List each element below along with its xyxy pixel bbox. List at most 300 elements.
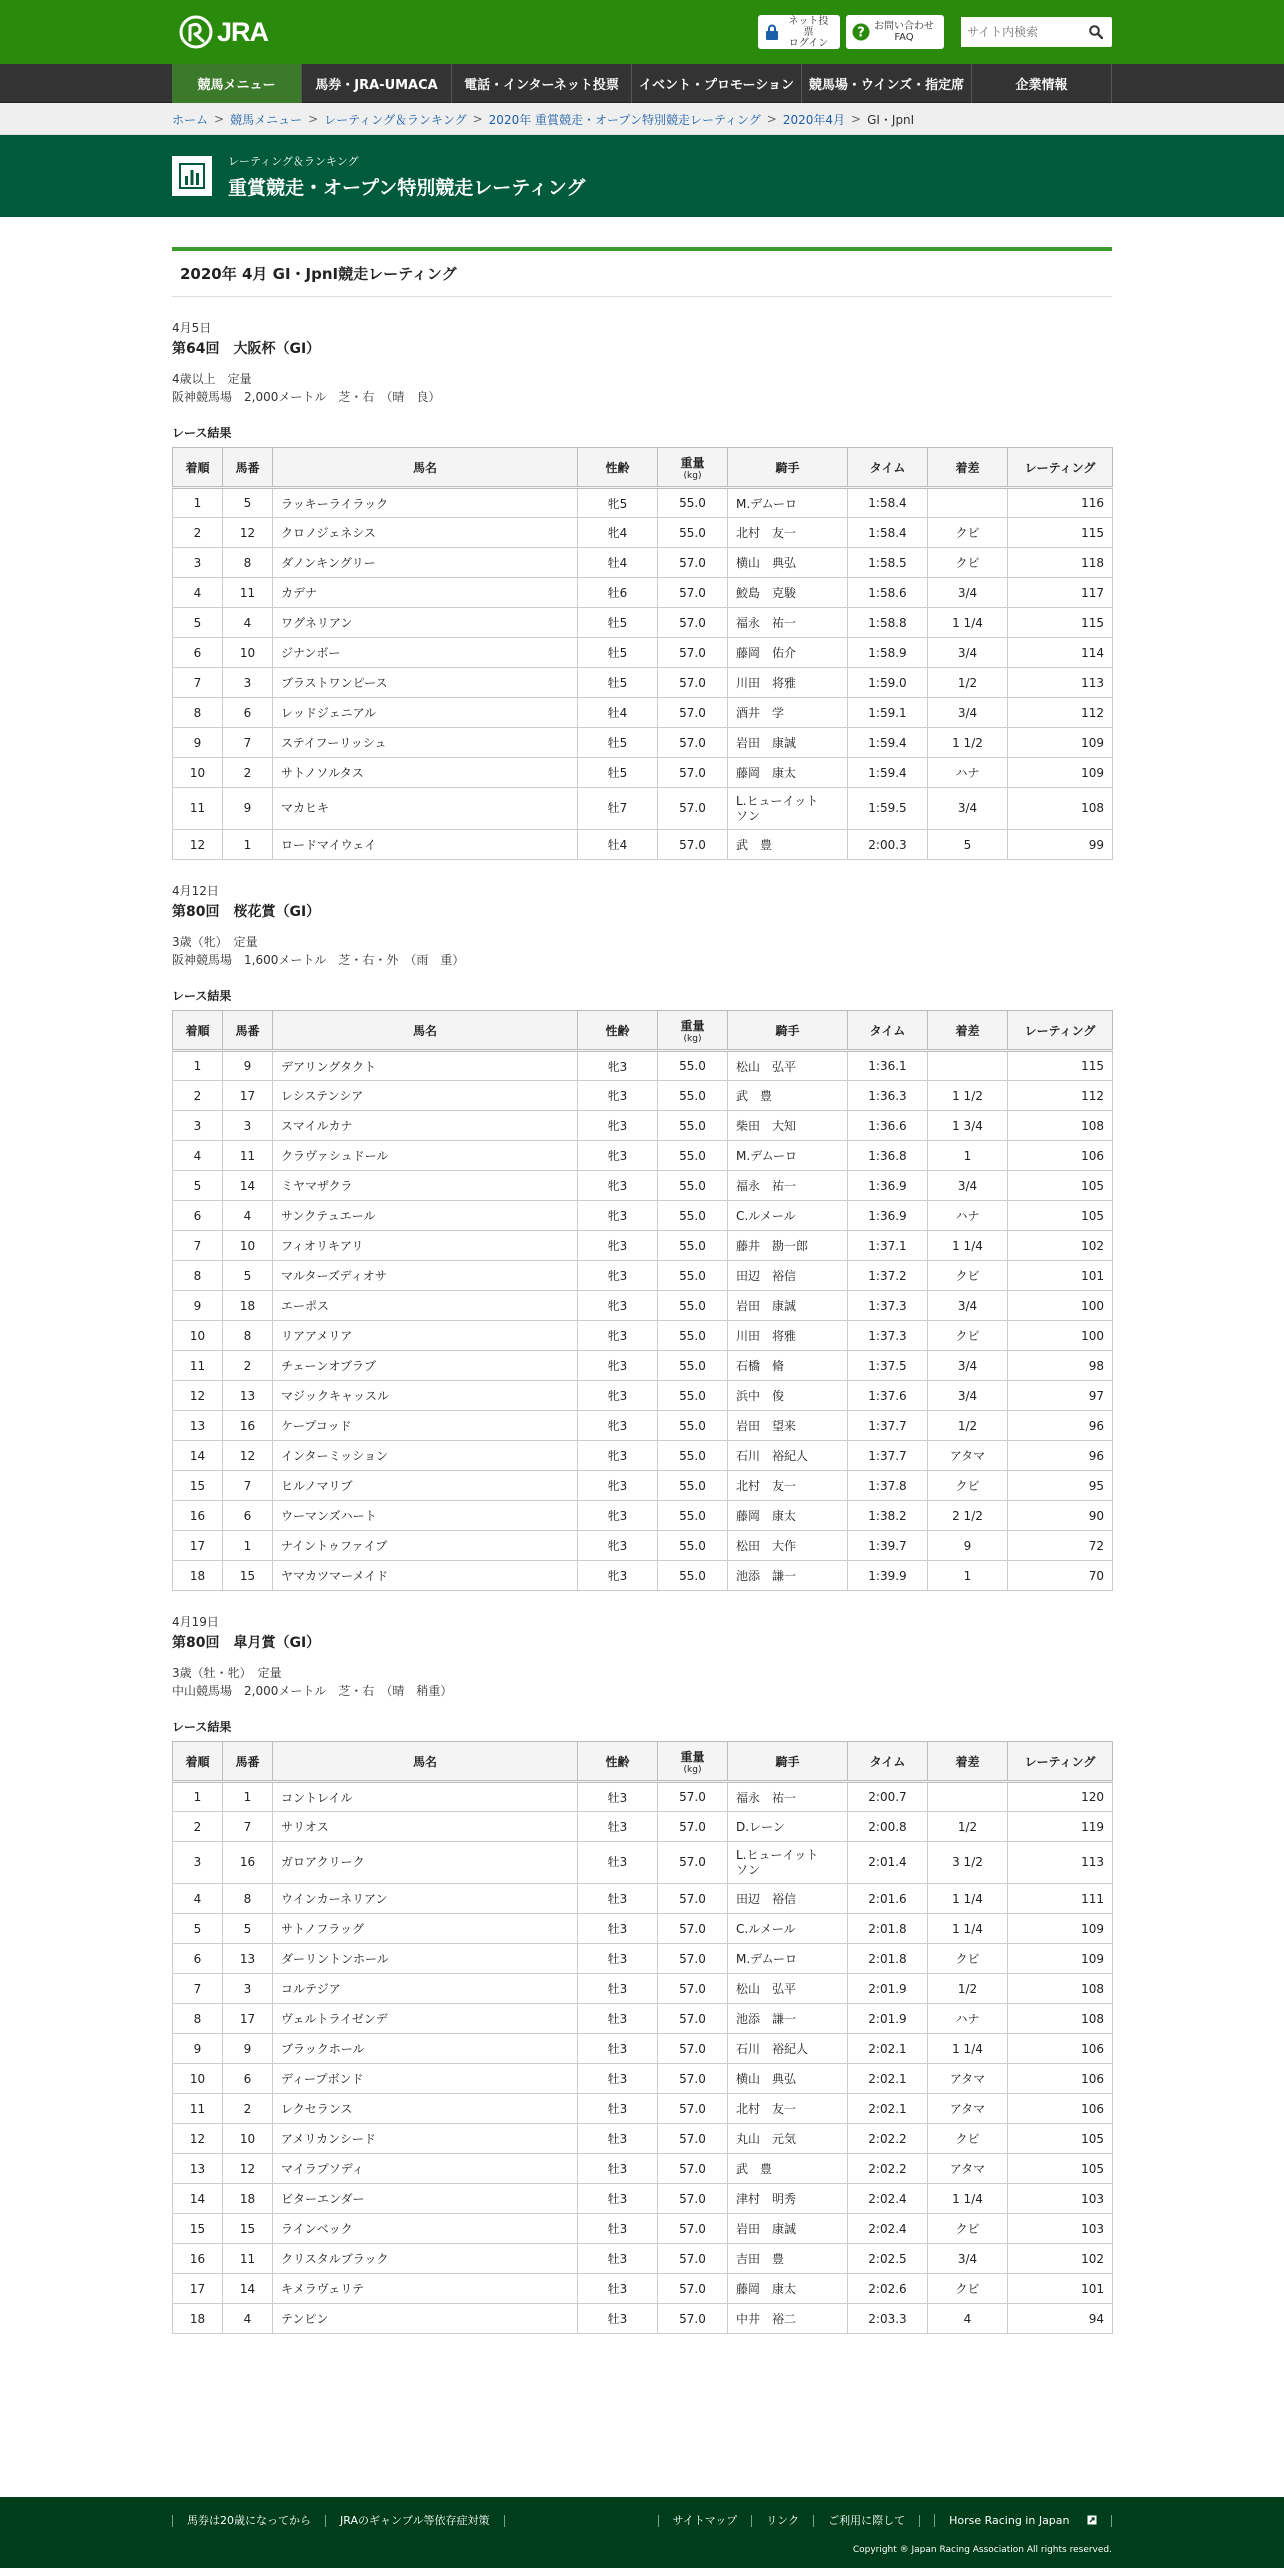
cell-rank: 6 [173,1201,223,1231]
cell-horse-number: 8 [223,548,273,578]
cell-weight: 55.0 [658,1381,728,1411]
cell-rating: 72 [1008,1531,1113,1561]
col-rank: 着順 [173,1742,223,1782]
cell-horse-number: 5 [223,1261,273,1291]
cell-jockey[interactable]: 藤岡 康太 [728,758,848,788]
cell-rank: 7 [173,668,223,698]
cell-jockey[interactable]: 岩田 康誠 [728,728,848,758]
cell-rating: 109 [1008,728,1113,758]
cell-rating: 108 [1008,1111,1113,1141]
table-row [173,1111,1113,1141]
logo-text: JRA [217,16,269,47]
cell-horse-name[interactable]: ナイントゥファイブ [273,1531,578,1561]
cell-jockey[interactable]: 横山 典弘 [728,2064,848,2094]
nav-item-vote[interactable]: 電話・インターネット投票 [452,64,632,103]
jra-logo[interactable] [178,14,268,50]
cell-jockey[interactable]: 福永 祐一 [728,608,848,638]
search-input[interactable] [961,17,1081,47]
cell-rank: 12 [173,2124,223,2154]
cell-horse-name[interactable]: クラヴァシュドール [273,1141,578,1171]
cell-horse-name[interactable]: ダーリントンホール [273,1944,578,1974]
cell-rank: 3 [173,548,223,578]
col-margin: 着差 [928,1011,1008,1051]
cell-horse-number: 10 [223,2124,273,2154]
cell-jockey[interactable]: 酒井 学 [728,698,848,728]
cell-weight: 57.0 [658,608,728,638]
cell-jockey[interactable]: 中井 裕二 [728,2304,848,2334]
cell-weight: 55.0 [658,1141,728,1171]
race-results-table [172,1010,1113,1591]
cell-rating: 101 [1008,1261,1113,1291]
chart-icon [172,156,212,196]
cell-horse-number: 12 [223,518,273,548]
cell-weight: 55.0 [658,488,728,518]
cell-horse-name[interactable]: レシステンシア [273,1081,578,1111]
race-results-table [172,1741,1113,2334]
cell-horse-name[interactable]: サリオス [273,1812,578,1842]
net-vote-login-button[interactable] [758,15,840,49]
footer-link-gambling-measures[interactable]: JRAのギャンブル等依存症対策 [325,2515,505,2527]
cell-rank: 13 [173,1411,223,1441]
cell-margin: クビ [928,2124,1008,2154]
table-header-row [173,1011,1113,1051]
cell-rank: 4 [173,1884,223,1914]
table-row [173,1884,1113,1914]
cell-weight: 55.0 [658,1351,728,1381]
race-section [172,319,1112,860]
cell-horse-name[interactable]: レクセランス [273,2094,578,2124]
cell-jockey[interactable]: M.デムーロ [728,488,848,518]
cell-horse-name[interactable]: ヒルノマリブ [273,1471,578,1501]
cell-rank: 9 [173,1291,223,1321]
cell-horse-name[interactable]: ウインカーネリアン [273,1884,578,1914]
cell-jockey[interactable]: 柴田 大知 [728,1111,848,1141]
cell-horse-number: 10 [223,638,273,668]
cell-horse-name[interactable]: マカヒキ [273,788,578,830]
cell-rank: 5 [173,1171,223,1201]
footer-link-horse-racing-in-japan[interactable]: Horse Racing in Japan [919,2515,1112,2527]
race-results-label: レース結果 [172,989,232,1003]
cell-horse-name[interactable]: ミヤマザクラ [273,1171,578,1201]
cell-horse-name[interactable]: ロードマイウェイ [273,830,578,860]
table-row [173,1411,1113,1441]
cell-jockey[interactable]: 池添 謙一 [728,2004,848,2034]
table-row [173,1944,1113,1974]
table-header-row [173,1742,1113,1782]
cell-rating: 115 [1008,518,1113,548]
footer-link-age-limit[interactable]: 馬券は20歳になってから [172,2515,325,2527]
nav-item-racecourse[interactable]: 競馬場・ウインズ・指定席 [802,64,972,103]
cell-horse-number: 11 [223,578,273,608]
cell-rating: 94 [1008,2304,1113,2334]
cell-rank: 1 [173,488,223,518]
cell-time: 2:02.6 [848,2274,928,2304]
cell-margin: 1 1/2 [928,1081,1008,1111]
cell-jockey[interactable]: M.デムーロ [728,1141,848,1171]
cell-time: 2:01.8 [848,1944,928,1974]
cell-sex-age: 牡6 [578,578,658,608]
cell-jockey[interactable]: 川田 将雅 [728,1321,848,1351]
cell-time: 2:00.3 [848,830,928,860]
cell-horse-name[interactable]: ガロアクリーク [273,1842,578,1884]
cell-horse-name[interactable]: ウーマンズハート [273,1501,578,1531]
cell-rank: 2 [173,518,223,548]
table-row [173,2304,1113,2334]
table-row [173,1531,1113,1561]
cell-horse-name[interactable]: ディープボンド [273,2064,578,2094]
cell-jockey[interactable]: 福永 祐一 [728,1782,848,1812]
cell-rank: 8 [173,1261,223,1291]
cell-weight: 57.0 [658,668,728,698]
cell-rank: 8 [173,2004,223,2034]
cell-jockey[interactable]: 横山 典弘 [728,548,848,578]
cell-jockey[interactable]: 松田 大作 [728,1531,848,1561]
cell-margin: 1/2 [928,1974,1008,2004]
col-horse-number: 馬番 [223,1011,273,1051]
cell-time: 1:39.9 [848,1561,928,1591]
cell-time: 2:01.9 [848,1974,928,2004]
cell-horse-name[interactable]: ワグネリアン [273,608,578,638]
cell-time: 1:58.6 [848,578,928,608]
race-section [172,1613,1112,2334]
cell-sex-age: 牡5 [578,638,658,668]
cell-rating: 98 [1008,1351,1113,1381]
cell-jockey[interactable]: 川田 将雅 [728,668,848,698]
cell-rating: 113 [1008,668,1113,698]
cell-rating: 70 [1008,1561,1113,1591]
cell-weight: 57.0 [658,638,728,668]
cell-sex-age: 牝3 [578,1471,658,1501]
table-row [173,758,1113,788]
cell-jockey[interactable]: C.ルメール [728,1201,848,1231]
cell-rank: 18 [173,1561,223,1591]
cell-jockey[interactable]: L.ヒューイット ソン [728,788,848,830]
cell-margin: クビ [928,1321,1008,1351]
cell-time: 2:02.1 [848,2094,928,2124]
footer-link-links[interactable]: リンク [751,2515,813,2527]
cell-horse-name[interactable]: チェーンオブラブ [273,1351,578,1381]
footer-link-sitemap[interactable]: サイトマップ [658,2515,752,2527]
cell-rank: 6 [173,1944,223,1974]
cell-horse-name[interactable]: マイラプソディ [273,2154,578,2184]
cell-jockey[interactable]: 石川 裕紀人 [728,1441,848,1471]
cell-jockey[interactable]: 福永 祐一 [728,1171,848,1201]
cell-horse-name[interactable]: クリスタルブラック [273,2244,578,2274]
cell-margin: ハナ [928,1201,1008,1231]
cell-horse-number: 8 [223,1321,273,1351]
cell-jockey[interactable]: 鮫島 克駿 [728,578,848,608]
cell-rank: 5 [173,1914,223,1944]
cell-sex-age: 牝3 [578,1501,658,1531]
cell-margin: 1/2 [928,1812,1008,1842]
page-title: 重賞競走・オープン特別競走レーティング [228,176,586,199]
table-row [173,2064,1113,2094]
cell-sex-age: 牡3 [578,1974,658,2004]
breadcrumb-home[interactable]: ホーム [172,112,209,127]
cell-margin: クビ [928,2214,1008,2244]
cell-time: 1:39.7 [848,1531,928,1561]
cell-sex-age: 牡3 [578,1812,658,1842]
cell-horse-name[interactable]: ラインベック [273,2214,578,2244]
cell-jockey[interactable]: 岩田 康誠 [728,1291,848,1321]
cell-time: 1:36.8 [848,1141,928,1171]
table-row [173,2094,1113,2124]
col-horse-number: 馬番 [223,1742,273,1782]
cell-horse-number: 2 [223,2094,273,2124]
cell-time: 1:37.8 [848,1471,928,1501]
cell-sex-age: 牡3 [578,1782,658,1812]
cell-jockey[interactable]: 武 豊 [728,1081,848,1111]
cell-time: 2:01.6 [848,1884,928,1914]
cell-horse-name[interactable]: サトノソルタス [273,758,578,788]
cell-rating: 105 [1008,2154,1113,2184]
page-heading: 2020年 4月 GⅠ・JpnⅠ競走レーティング [172,247,1112,297]
cell-margin: 1/2 [928,668,1008,698]
cell-sex-age: 牝3 [578,1381,658,1411]
cell-time: 1:58.9 [848,638,928,668]
cell-horse-name[interactable]: ダノンキングリー [273,548,578,578]
login-label-2: ログイン [788,37,829,49]
cell-horse-name[interactable]: インターミッション [273,1441,578,1471]
cell-jockey[interactable]: 池添 謙一 [728,1561,848,1591]
cell-rank: 12 [173,1381,223,1411]
cell-horse-number: 4 [223,1201,273,1231]
cell-rating: 100 [1008,1321,1113,1351]
cell-weight: 57.0 [658,728,728,758]
cell-time: 1:37.7 [848,1411,928,1441]
cell-rating: 102 [1008,1231,1113,1261]
cell-sex-age: 牡5 [578,608,658,638]
cell-horse-name[interactable]: コルテジア [273,1974,578,2004]
breadcrumb-rating-ranking[interactable]: レーティング＆ランキング [324,112,467,127]
cell-rating: 90 [1008,1501,1113,1531]
login-label-1: ネット投票 [788,15,829,38]
cell-jockey[interactable]: 岩田 康誠 [728,2214,848,2244]
col-horse-name: 馬名 [273,448,578,488]
cell-margin: 3/4 [928,698,1008,728]
cell-horse-name[interactable]: ステイフーリッシュ [273,728,578,758]
cell-horse-name[interactable]: テンピン [273,2304,578,2334]
cell-sex-age: 牝3 [578,1441,658,1471]
site-footer [0,2497,1284,2568]
cell-jockey[interactable]: 石橋 脩 [728,1351,848,1381]
cell-horse-name[interactable]: クロノジェネシス [273,518,578,548]
cell-jockey[interactable]: 田辺 裕信 [728,1261,848,1291]
race-venue: 阪神競馬場 1,600メートル 芝・右・外 （雨 重） [172,953,465,967]
cell-margin: 2 1/2 [928,1501,1008,1531]
cell-margin: 1/2 [928,1411,1008,1441]
cell-horse-name[interactable]: マルターズディオサ [273,1261,578,1291]
cell-margin: アタマ [928,1441,1008,1471]
cell-horse-name[interactable]: ブラックホール [273,2034,578,2064]
cell-horse-name[interactable]: コントレイル [273,1782,578,1812]
cell-sex-age: 牡3 [578,1884,658,1914]
table-row [173,2004,1113,2034]
cell-rating: 105 [1008,2124,1113,2154]
cell-jockey[interactable]: 北村 友一 [728,518,848,548]
table-row [173,1974,1113,2004]
col-horse-name: 馬名 [273,1011,578,1051]
cell-horse-number: 1 [223,830,273,860]
footer-left-links [172,2515,505,2527]
table-row [173,2274,1113,2304]
cell-margin: 1 1/2 [928,728,1008,758]
table-row [173,1231,1113,1261]
cell-jockey[interactable]: D.レーン [728,1812,848,1842]
cell-time: 2:03.3 [848,2304,928,2334]
cell-jockey[interactable]: 北村 友一 [728,2094,848,2124]
cell-rating: 113 [1008,1842,1113,1884]
cell-horse-name[interactable]: マジックキャッスル [273,1381,578,1411]
cell-horse-name[interactable]: ラッキーライラック [273,488,578,518]
cell-jockey[interactable]: 吉田 豊 [728,2244,848,2274]
svg-text:?: ? [857,25,865,41]
cell-rank: 16 [173,2244,223,2274]
question-icon [852,23,870,41]
cell-margin: 1 [928,1141,1008,1171]
cell-jockey[interactable]: L.ヒューイット ソン [728,1842,848,1884]
cell-horse-name[interactable]: ブラストワンピース [273,668,578,698]
cell-rating: 109 [1008,1914,1113,1944]
cell-horse-number: 11 [223,1141,273,1171]
cell-rank: 3 [173,1842,223,1884]
cell-horse-name[interactable]: サンクテュエール [273,1201,578,1231]
cell-jockey[interactable]: 藤岡 康太 [728,2274,848,2304]
cell-sex-age: 牝3 [578,1231,658,1261]
table-row [173,518,1113,548]
cell-time: 1:37.3 [848,1321,928,1351]
cell-sex-age: 牡3 [578,2214,658,2244]
cell-horse-name[interactable]: ヤマカツマーメイド [273,1561,578,1591]
cell-horse-name[interactable]: ケープコッド [273,1411,578,1441]
footer-link-terms[interactable]: ご利用に際して [813,2515,919,2527]
table-row [173,1914,1113,1944]
cell-jockey[interactable]: 石川 裕紀人 [728,2034,848,2064]
breadcrumb-2020-rating[interactable]: 2020年 重賞競走・オープン特別競走レーティング [488,112,761,127]
cell-rank: 7 [173,1974,223,2004]
cell-horse-number: 7 [223,1812,273,1842]
table-row [173,1321,1113,1351]
col-rating: レーティング [1008,448,1113,488]
cell-time: 2:01.8 [848,1914,928,1944]
nav-item-company[interactable]: 企業情報 [972,64,1112,103]
cell-jockey[interactable]: 津村 明秀 [728,2184,848,2214]
faq-label-1: お問い合わせ [874,21,934,32]
table-row [173,1051,1113,1081]
cell-horse-name[interactable]: リアアメリア [273,1321,578,1351]
cell-jockey[interactable]: 藤岡 佑介 [728,638,848,668]
cell-jockey[interactable]: 藤岡 康太 [728,1501,848,1531]
cell-jockey[interactable]: C.ルメール [728,1914,848,1944]
breadcrumb-keiba-menu[interactable]: 競馬メニュー [230,112,303,127]
cell-horse-name[interactable]: アメリカンシード [273,2124,578,2154]
cell-horse-name[interactable]: カデナ [273,578,578,608]
table-row [173,2244,1113,2274]
cell-jockey[interactable]: 田辺 裕信 [728,1884,848,1914]
cell-rank: 11 [173,1351,223,1381]
table-row [173,1501,1113,1531]
col-margin: 着差 [928,1742,1008,1782]
search-icon[interactable] [1081,17,1111,47]
cell-sex-age: 牡3 [578,1842,658,1884]
breadcrumb-2020-april[interactable]: 2020年4月 [782,112,845,127]
cell-sex-age: 牡3 [578,2004,658,2034]
cell-jockey[interactable]: M.デムーロ [728,1944,848,1974]
cell-jockey[interactable]: 岩田 望来 [728,1411,848,1441]
page-title-banner [0,135,1284,217]
jra-logo-icon [178,14,214,50]
cell-horse-name[interactable]: ヴェルトライゼンデ [273,2004,578,2034]
cell-sex-age: 牝3 [578,1561,658,1591]
cell-sex-age: 牝3 [578,1291,658,1321]
cell-rank: 13 [173,2154,223,2184]
race-name: 第80回 皐月賞（GⅠ） [172,1635,321,1651]
cell-margin: 1 3/4 [928,1111,1008,1141]
cell-horse-number: 8 [223,1884,273,1914]
table-row [173,1351,1113,1381]
cell-time: 1:59.4 [848,758,928,788]
cell-weight: 55.0 [658,1231,728,1261]
nav-item-keiba-menu[interactable]: 競馬メニュー [172,64,302,103]
cell-jockey[interactable]: 松山 弘平 [728,1974,848,2004]
cell-horse-name[interactable]: スマイルカナ [273,1111,578,1141]
cell-margin: 5 [928,830,1008,860]
cell-horse-number: 14 [223,1171,273,1201]
cell-jockey[interactable]: 松山 弘平 [728,1051,848,1081]
cell-horse-name[interactable]: サトノフラッグ [273,1914,578,1944]
cell-horse-name[interactable]: エーポス [273,1291,578,1321]
cell-horse-name[interactable]: レッドジェニアル [273,698,578,728]
cell-weight: 55.0 [658,1561,728,1591]
cell-rating: 117 [1008,578,1113,608]
race-name: 第80回 桜花賞（GⅠ） [172,904,321,920]
cell-horse-name[interactable]: ビターエンダー [273,2184,578,2214]
nav-item-baken[interactable]: 馬券・JRA-UMACA [302,64,452,103]
col-weight: 重量 (kg) [658,448,728,488]
cell-jockey[interactable]: 丸山 元気 [728,2124,848,2154]
cell-jockey[interactable]: 藤井 勘一郎 [728,1231,848,1261]
cell-jockey[interactable]: 武 豊 [728,2154,848,2184]
race-results-table [172,447,1113,860]
cell-sex-age: 牝3 [578,1321,658,1351]
table-row [173,1171,1113,1201]
cell-horse-name[interactable]: キメラヴェリテ [273,2274,578,2304]
cell-weight: 57.0 [658,758,728,788]
table-row [173,548,1113,578]
cell-margin: 1 1/4 [928,2034,1008,2064]
cell-rating: 112 [1008,1081,1113,1111]
cell-horse-name[interactable]: フィオリキアリ [273,1231,578,1261]
cell-sex-age: 牡4 [578,698,658,728]
cell-sex-age: 牝3 [578,1261,658,1291]
cell-rating: 115 [1008,1051,1113,1081]
cell-weight: 57.0 [658,2184,728,2214]
nav-item-event[interactable]: イベント・プロモーション [632,64,802,103]
cell-rank: 2 [173,1812,223,1842]
cell-jockey[interactable]: 北村 友一 [728,1471,848,1501]
cell-rating: 97 [1008,1381,1113,1411]
breadcrumb: ホーム > 競馬メニュー > レーティング＆ランキング > 2020年 重賞競走・オープン特別競走レーティング > 2020年4月 > GⅠ・JpnⅠ [0,103,1284,135]
cell-margin: 1 1/4 [928,1231,1008,1261]
faq-button[interactable] [846,15,944,49]
table-row [173,1141,1113,1171]
cell-jockey[interactable]: 武 豊 [728,830,848,860]
cell-horse-name[interactable]: デアリングタクト [273,1051,578,1081]
cell-horse-name[interactable]: ジナンボー [273,638,578,668]
table-row [173,668,1113,698]
col-horse-name: 馬名 [273,1742,578,1782]
cell-jockey[interactable]: 浜中 俊 [728,1381,848,1411]
